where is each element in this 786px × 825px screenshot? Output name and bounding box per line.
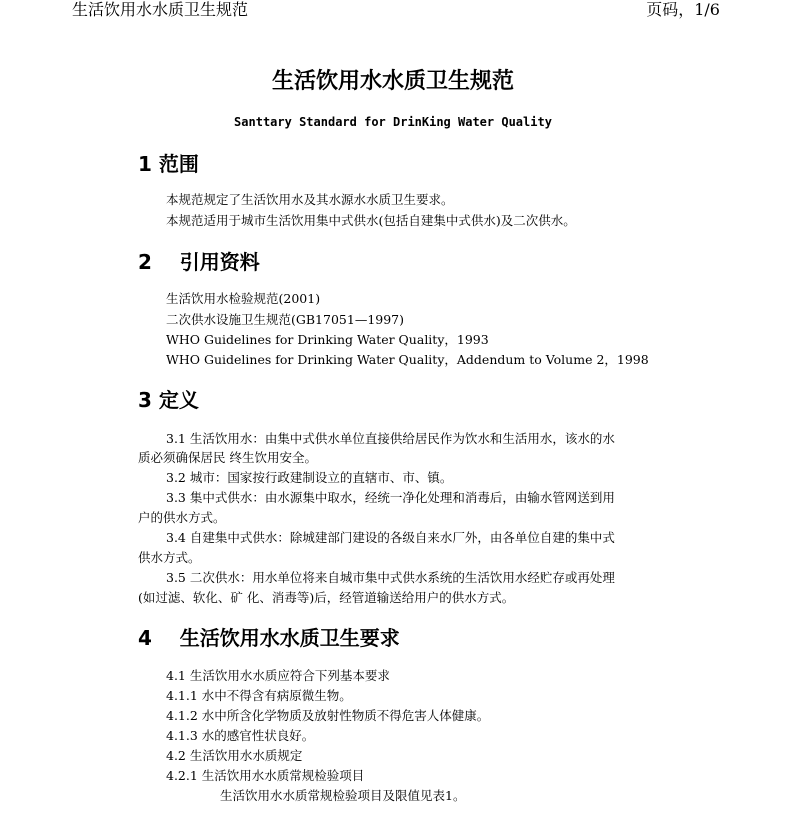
paragraph-line: 4.1.2 水中所含化学物质及放射性物质不得危害人体健康。 (166, 708, 490, 723)
paragraph-line: 本规范规定了生活饮用水及其水源水水质卫生要求。 (166, 192, 454, 207)
section-heading-scope: 1 范围 (138, 152, 199, 176)
paragraph-line: 3.2 城市：国家按行政建制设立的直辖市、市、镇。 (166, 470, 453, 485)
paragraph-line: 生活饮用水水质常规检验项目及限值见表1。 (220, 788, 466, 803)
page-header-title: 生活饮用水水质卫生规范 (72, 0, 249, 19)
paragraph-line: WHO Guidelines for Drinking Water Quality，1993 (166, 332, 489, 347)
paragraph-line: 供水方式。 (138, 550, 201, 565)
paragraph-line: WHO Guidelines for Drinking Water Quality，Addendum to Volume 2，1998 (166, 352, 649, 367)
page-number: 页码，1/6 (646, 0, 720, 19)
document-subtitle: Santtary Standard for DrinKing Water Quality (234, 115, 552, 129)
paragraph-line: 4.1 生活饮用水水质应符合下列基本要求 (166, 668, 390, 683)
paragraph-line: 4.2 生活饮用水水质规定 (166, 748, 303, 763)
paragraph-line: 4.1.3 水的感官性状良好。 (166, 728, 315, 743)
paragraph-line: 户的供水方式。 (138, 510, 226, 525)
paragraph-line: 二次供水设施卫生规范(GB17051—1997) (166, 312, 405, 327)
document-title: 生活饮用水水质卫生规范 (271, 69, 514, 94)
paragraph-line: 3.1 生活饮用水：由集中式供水单位直接供给居民作为饮水和生活用水，该水的水 (166, 431, 615, 446)
section-heading-definitions: 3 定义 (138, 388, 199, 412)
paragraph-line: 3.3 集中式供水：由水源集中取水，经统一净化处理和消毒后，由输水管网送到用 (166, 490, 615, 505)
paragraph-line: 3.4 自建集中式供水：除城建部门建设的各级自来水厂外，由各单位自建的集中式 (166, 530, 615, 545)
section-heading-references: 2 引用资料 (138, 250, 260, 274)
section-heading-requirements: 4 生活饮用水水质卫生要求 (138, 626, 400, 650)
paragraph-line: 生活饮用水检验规范(2001) (166, 291, 321, 306)
paragraph-line: 本规范适用于城市生活饮用集中式供水(包括自建集中式供水)及二次供水。 (166, 213, 576, 228)
paragraph-line: 4.1.1 水中不得含有病原微生物。 (166, 688, 352, 703)
paragraph-line: 4.2.1 生活饮用水水质常规检验项目 (166, 768, 365, 783)
paragraph-line: 质必须确保居民 终生饮用安全。 (138, 450, 317, 465)
paragraph-line: 3.5 二次供水：用水单位将来自城市集中式供水系统的生活饮用水经贮存或再处理 (166, 570, 615, 585)
paragraph-line: (如过滤、软化、矿 化、消毒等)后，经管道输送给用户的供水方式。 (138, 590, 515, 605)
